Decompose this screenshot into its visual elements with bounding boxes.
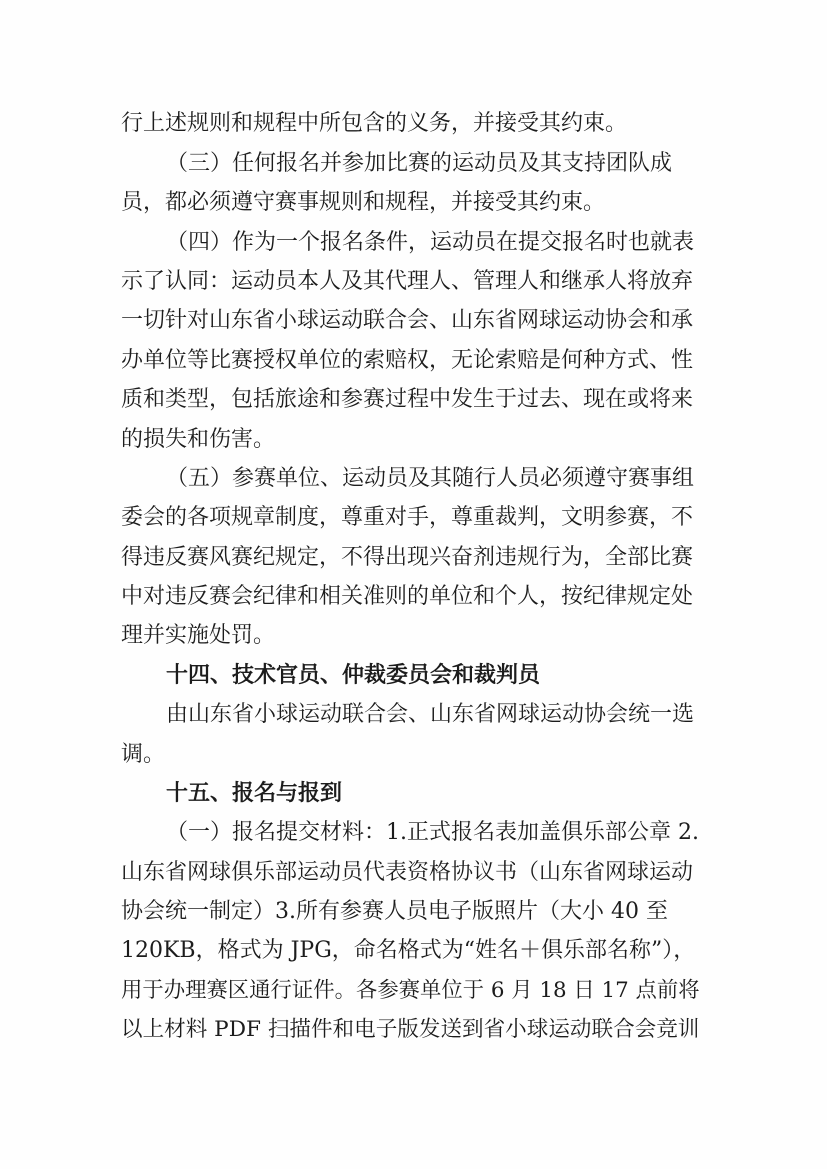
text-line-content: （五）参赛单位、运动员及其随行人员必须遵守赛事组 <box>166 466 695 491</box>
text-line <box>0 418 827 462</box>
text-line <box>0 457 827 501</box>
text-line-content: 山东省网球俱乐部运动员代表资格协议书（山东省网球运动 <box>121 860 694 885</box>
text-line-content: 委会的各项规章制度，尊重对手，尊重裁判，文明参赛，不 <box>121 505 694 530</box>
text-line-content: （三）任何报名并参加比赛的运动员及其支持团队成 <box>166 151 673 176</box>
text-line-content: （四）作为一个报名条件，运动员在提交报名时也就表 <box>166 230 695 255</box>
text-line-content: 质和类型，包括旅途和参赛过程中发生于过去、现在或将来 <box>121 387 694 412</box>
text-line-content: 行上述规则和规程中所包含的义务，并接受其约束。 <box>121 111 628 136</box>
text-line-content: 用于办理赛区通行证件。各参赛单位于 6 月 18 日 17 点前将 <box>121 978 700 1003</box>
section-heading <box>0 772 827 816</box>
text-line-content: 以上材料 PDF 扫描件和电子版发送到省小球运动联合会竞训 <box>121 1017 700 1042</box>
text-line <box>0 339 827 383</box>
text-line-content: 调。 <box>121 742 166 767</box>
text-line-content: （一）报名提交材料：1.正式报名表加盖俱乐部公章 2. <box>166 820 699 845</box>
text-line <box>0 378 827 422</box>
text-line-content: 一切针对山东省小球运动联合会、山东省网球运动协会和承 <box>121 308 694 333</box>
text-line <box>0 102 827 146</box>
text-line-content: 员，都必须遵守赛事规则和规程，并接受其约束。 <box>121 190 606 215</box>
text-line <box>0 142 827 186</box>
section-heading-text: 十四、技术官员、仲裁委员会和裁判员 <box>166 663 541 688</box>
text-line <box>0 299 827 343</box>
text-line <box>0 929 827 973</box>
text-line <box>0 614 827 658</box>
text-line <box>0 496 827 540</box>
text-line <box>0 575 827 619</box>
text-line <box>0 811 827 855</box>
text-line-content: 示了认同：运动员本人及其代理人、管理人和继承人将放弃 <box>121 269 694 294</box>
text-line-content: 120KB，格式为 JPG，命名格式为“姓名＋俱乐部名称”）， <box>121 938 696 963</box>
text-line-content: 的损失和伤害。 <box>121 427 276 452</box>
text-line-content: 理并实施处罚。 <box>121 623 276 648</box>
text-line <box>0 693 827 737</box>
section-heading-text: 十五、报名与报到 <box>166 781 343 806</box>
text-line-content: 办单位等比赛授权单位的索赔权，无论索赔是何种方式、性 <box>121 348 694 373</box>
text-line <box>0 851 827 895</box>
section-heading <box>0 654 827 698</box>
text-line-content: 中对违反赛会纪律和相关准则的单位和个人，按纪律规定处 <box>121 584 694 609</box>
text-line-content: 协会统一制定）3.所有参赛人员电子版照片（大小 40 至 <box>121 899 668 924</box>
text-line-content: 得违反赛风赛纪规定，不得出现兴奋剂违规行为，全部比赛 <box>121 545 694 570</box>
text-line <box>0 890 827 934</box>
text-line <box>0 260 827 304</box>
text-line <box>0 1008 827 1052</box>
text-line <box>0 969 827 1013</box>
text-line <box>0 536 827 580</box>
text-line <box>0 181 827 225</box>
text-line-content: 由山东省小球运动联合会、山东省网球运动协会统一选 <box>166 702 695 727</box>
text-line <box>0 221 827 265</box>
text-line <box>0 733 827 777</box>
